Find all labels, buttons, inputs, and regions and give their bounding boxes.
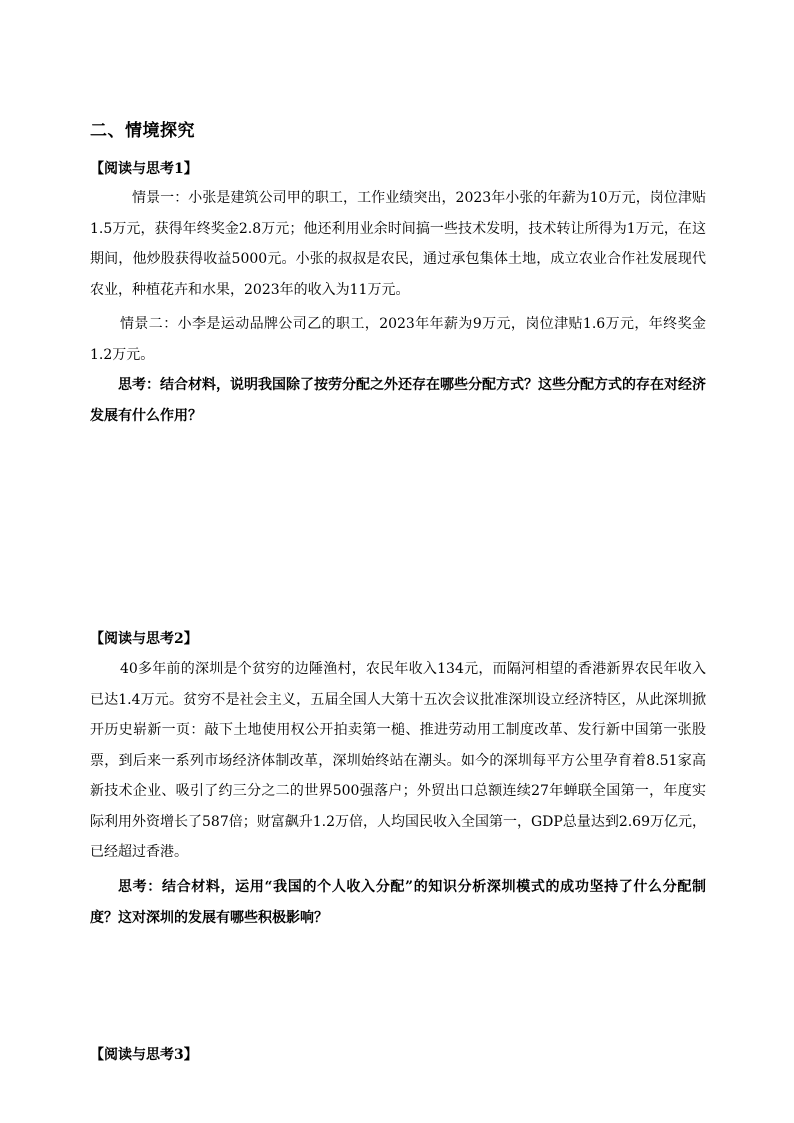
reading1-scenario2: 情景二：小李是运动品牌公司乙的职工，2023年年薪为9万元，岗位津贴1.6万元，年终奖金1.2万元。 (90, 316, 706, 363)
reading1-heading: 【阅读与思考1】 (90, 161, 198, 177)
reading1-scenario1: 情景一：小张是建筑公司甲的职工，工作业绩突出，2023年小张的年薪为10万元，岗位津贴1.5万元，获得年终奖金2.8万元；他还利用业余时间搞一些技术发明，技术转让所得为1万元，在这期间，他炒股获得收益5000元。小张的叔叔是农民，通过承包集体土地，成立农业合作社发展现代农业，种植花卉和水果，2023年的收入为11万元。 (90, 190, 706, 298)
reading2-body: 40多年前的深圳是个贫穷的边陲渔村，农民年收入134元，而隔河相望的香港新界农民年收入已达1.4万元。贫穷不是社会主义，五届全国人大第十五次会议批准深圳设立经济特区，从此深圳掀开历史崭新一页：敲下土地使用权公开拍卖第一槌、推进劳动用工制度改革、发行新中国第一张股票，到后来一系列市场经济体制改革，深圳始终站在潮头。如今的深圳每平方公里孕育着8.51家高新技术企业、吸引了约三分之二的世界500强落户；外贸出口总额连续27年蝉联全国第一，年度实际利用外资增长了587倍；财富飙升1.2万倍，人均国民收入全国第一，GDP总量达到2.69万亿元，已经超过香港。 (90, 661, 706, 860)
section-title: 二、情境探究 (90, 121, 195, 141)
reading3-heading: 【阅读与思考3】 (90, 1047, 198, 1063)
reading1-question: 思考：结合材料，说明我国除了按劳分配之外还存在哪些分配方式？这些分配方式的存在对经济发展有什么作用？ (90, 377, 706, 424)
reading2-question: 思考：结合材料，运用“我国的个人收入分配”的知识分析深圳模式的成功坚持了什么分配制度？这对深圳的发展有哪些积极影响？ (90, 879, 706, 926)
reading2-heading: 【阅读与思考2】 (90, 631, 198, 647)
